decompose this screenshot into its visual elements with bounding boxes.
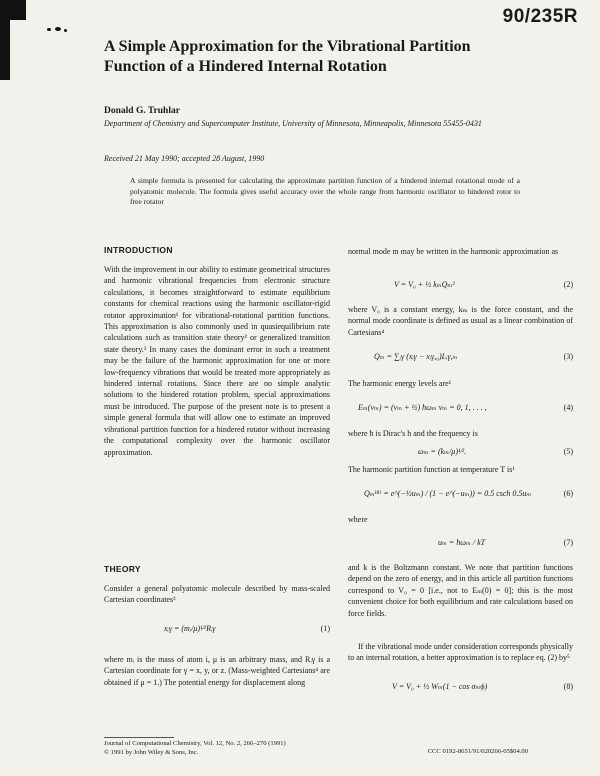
- equation-row: [348, 447, 573, 456]
- equation: uₘ = ħωₘ / kT: [438, 538, 486, 547]
- paper-title: A Simple Approximation for the Vibrational Partition Function of a Hindered Internal Rotation: [104, 38, 471, 75]
- author-name: Donald G. Truhlar: [104, 106, 180, 116]
- body-paragraph: The harmonic partition function at temperature T is¹: [348, 465, 515, 474]
- footer-rule: [104, 737, 174, 738]
- abstract: A simple formula is presented for calculating the approximate partition function of a hindered internal rotational mode of a polyatomic molecule. The formula gives useful accuracy over the whole range from harmonic oscillator to hindered rotor to free rotator: [130, 176, 520, 206]
- equation-row: [348, 682, 573, 691]
- equation: Eₘ(vₘ) = (vₘ + ½) ħωₘ vₘ = 0, 1, . . . ,: [358, 403, 487, 412]
- theory-paragraph: where mᵢ is the mass of atom i, μ is an arbitrary mass, and Rᵢγ is a Cartesian coordinate for γ = x, y, or z. (Mass-weighted Cartesians⁴ are obtained if μ = 1.) The potential energy for displacement along: [104, 655, 330, 687]
- equation: V = V₀ + ½ kₘQₘ²: [394, 280, 455, 289]
- equation-number: (8): [563, 682, 573, 691]
- equation-row: [348, 280, 573, 289]
- ccc-code: CCC 0192-8651/91/020266-05$04.00: [427, 748, 528, 755]
- equation: V = V₀ + ½ Wₘ(1 − cos σₘϕ): [392, 682, 488, 691]
- equation-row: [348, 352, 573, 361]
- equation-number: (7): [563, 538, 573, 547]
- equation-number: (2): [563, 280, 573, 289]
- equation-number: (3): [563, 352, 573, 361]
- copyright-line: © 1991 by John Wiley & Sons, Inc.: [104, 749, 199, 756]
- equation: Qₘᴴᴼ = e^(−½uₘ) / (1 − e^(−uₘ)) = 0.5 csch 0.5uₘ: [364, 489, 532, 498]
- scan-speck: [64, 29, 67, 32]
- equation-row: [348, 538, 573, 547]
- equation: xᵢγ = (mᵢ/μ)¹⁄²Rᵢγ: [164, 624, 216, 633]
- theory-paragraph: Consider a general polyatomic molecule described by mass-scaled Cartesian coordinates³: [104, 584, 330, 605]
- footer-citation: [104, 739, 286, 757]
- equation-number: (5): [563, 447, 573, 456]
- journal-citation: Journal of Computational Chemistry, Vol. 12, No. 2, 266–270 (1991): [104, 740, 286, 747]
- scan-speck: [55, 27, 61, 31]
- body-paragraph: normal mode m may be written in the harmonic approximation as: [348, 247, 559, 256]
- equation-row: [104, 624, 330, 633]
- body-paragraph: where: [348, 515, 368, 524]
- scan-edge-mark: [0, 0, 26, 20]
- introduction-body: With the improvement in our ability to estimate geometrical structures and harmonic vibrational frequencies from electronic structure calculations, it becomes straightforward to estimate equilibrium constants for chemical reactions using the harmonic oscillator-rigid rotator approximation¹ for vibrational-rotational partition functions. This approximation is also commonly used in quasiequilibrium rate calculations such as transition state theory² or generalized transition state theory.³ In many cases the dominant error in such a treatment may be the failure of the harmonic approximation for one or more low-frequency vibrations that would be treated more appropriately as hindered internal rotations. Since there are no simple analytic solutions to the hindered rotation problem, special approximations must be introduced. The purpose of the present note is to present a simple general formula that will allow one to estimate an improved vibrational partition function for a hindered rotator without increasing the computational complexity over the harmonic oscillator approximation.: [104, 265, 330, 457]
- equation-number: (1): [320, 624, 330, 633]
- document-number: 90/235R: [502, 6, 578, 27]
- body-paragraph: where ħ is Dirac's h and the frequency is: [348, 429, 478, 438]
- theory-heading: THEORY: [104, 564, 141, 574]
- equation-row: [348, 403, 573, 412]
- author-affiliation: Department of Chemistry and Supercomputer Institute, University of Minnesota, Minneapolis, Minnesota 55455-0431: [104, 119, 482, 128]
- equation: ωₘ = (kₘ/μ)¹⁄².: [418, 447, 467, 456]
- scan-edge-mark: [0, 20, 10, 80]
- equation-number: (6): [563, 489, 573, 498]
- body-paragraph: where V₀ is a constant energy, kₘ is the force constant, and the normal mode coordinate is defined as usual as a linear combination of Cartesians⁴: [348, 305, 573, 337]
- body-paragraph: The harmonic energy levels are¹: [348, 379, 452, 388]
- equation: Qₘ = ∑ᵢγ (xᵢγ − xᵢγ,₀)Lᵢγ,ₘ: [374, 352, 458, 361]
- introduction-heading: INTRODUCTION: [104, 245, 173, 255]
- scan-speck: [47, 28, 51, 31]
- equation-row: [348, 489, 573, 498]
- received-dates: Received 21 May 1990; accepted 28 August, 1990: [104, 154, 265, 163]
- body-paragraph: and k is the Boltzmann constant. We note that partition functions depend on the zero of energy, and in this article all partition functions correspond to V₀ = 0 [i.e., not to Eₘ(0) = 0]; this is the most convenient choice for both equilibrium and rate calculations based on force fields.: [348, 563, 573, 618]
- equation-number: (4): [563, 403, 573, 412]
- body-paragraph: If the vibrational mode under consideration corresponds physically to an internal rotation, a better approximation is to replace eq. (2) by⁵: [348, 642, 573, 663]
